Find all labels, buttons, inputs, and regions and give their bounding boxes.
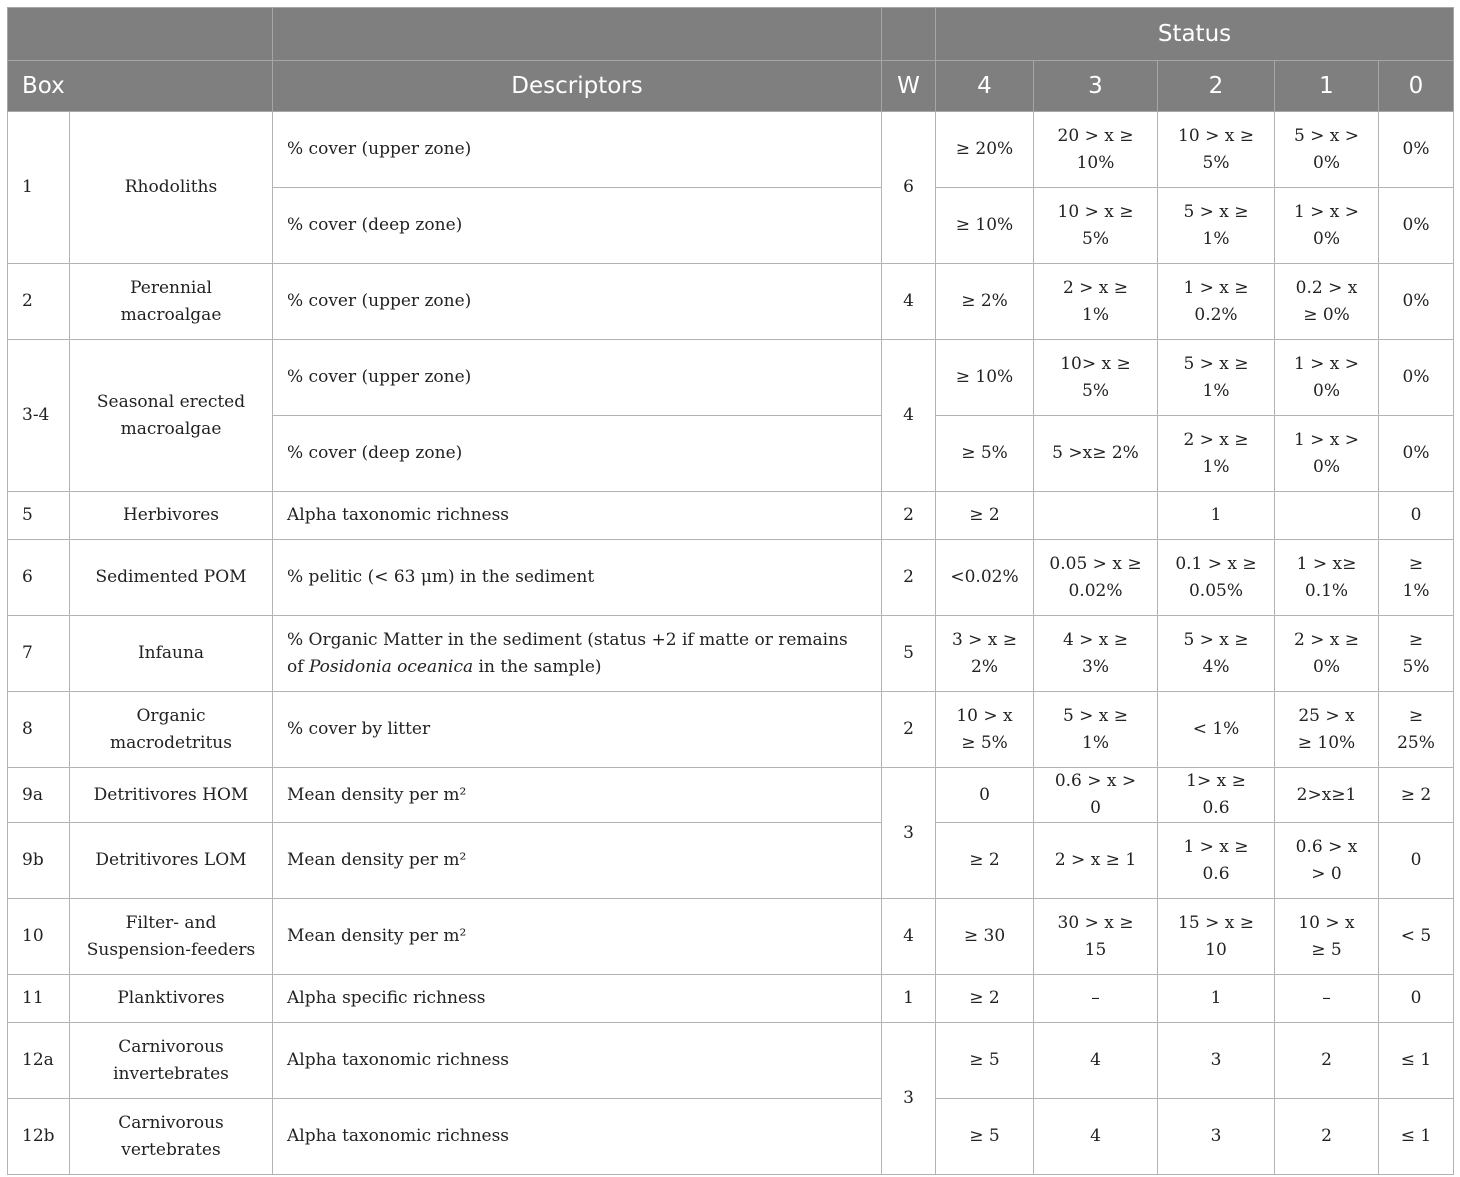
box-name: Carnivorous vertebrates xyxy=(70,1099,273,1175)
status-1-cell: 1 > x > 0% xyxy=(1275,340,1379,416)
weight: 4 xyxy=(882,899,936,975)
descriptor: % cover (upper zone) xyxy=(273,112,882,188)
status-4-cell: 10 > x ≥ 5% xyxy=(936,692,1034,768)
status-4-cell: ≥ 5% xyxy=(936,416,1034,492)
weight: 2 xyxy=(882,492,936,540)
status-table xyxy=(7,7,1454,1175)
status-2-cell: 3 xyxy=(1158,1099,1275,1175)
status-0-cell: ≥ 5% xyxy=(1379,616,1454,692)
status-3-cell: 4 xyxy=(1034,1023,1158,1099)
header-status-2: 2 xyxy=(1158,61,1275,112)
box-number: 10 xyxy=(8,899,70,975)
box-name: Organic macrodetritus xyxy=(70,692,273,768)
status-2-cell: 5 > x ≥ 1% xyxy=(1158,188,1275,264)
status-4-cell: 3 > x ≥ 2% xyxy=(936,616,1034,692)
descriptor: % pelitic (< 63 μm) in the sediment xyxy=(273,540,882,616)
header-box: Box xyxy=(8,61,273,112)
status-3-cell: 5 > x ≥ 1% xyxy=(1034,692,1158,768)
descriptor-species: Posidonia oceanica xyxy=(308,656,474,677)
weight: 4 xyxy=(882,340,936,492)
weight: 2 xyxy=(882,540,936,616)
status-0-cell: 0 xyxy=(1379,492,1454,540)
status-0-cell: 0% xyxy=(1379,340,1454,416)
status-3-cell: 10> x ≥ 5% xyxy=(1034,340,1158,416)
status-0-cell: ≤ 1 xyxy=(1379,1099,1454,1175)
status-2-cell: < 1% xyxy=(1158,692,1275,768)
box-number: 7 xyxy=(8,616,70,692)
descriptor: Alpha taxonomic richness xyxy=(273,492,882,540)
descriptor-main: % Organic Matter in the sediment (status +2 if matte or remains of xyxy=(287,629,848,677)
table-row xyxy=(8,1023,1454,1099)
status-4-cell: ≥ 2 xyxy=(936,823,1034,899)
status-2-cell: 5 > x ≥ 1% xyxy=(1158,340,1275,416)
header-row-columns xyxy=(8,61,1454,112)
status-0-cell: ≥ 25% xyxy=(1379,692,1454,768)
weight: 3 xyxy=(882,768,936,899)
box-name: Carnivorous invertebrates xyxy=(70,1023,273,1099)
box-name: Herbivores xyxy=(70,492,273,540)
status-2-cell: 0.1 > x ≥ 0.05% xyxy=(1158,540,1275,616)
status-0-cell: 0 xyxy=(1379,975,1454,1023)
table-row xyxy=(8,1099,1454,1175)
table-row xyxy=(8,692,1454,768)
status-4-cell: ≥ 5 xyxy=(936,1099,1034,1175)
status-4-cell: ≥ 5 xyxy=(936,1023,1034,1099)
descriptor-tail: in the sample) xyxy=(473,656,602,677)
header-status-0: 0 xyxy=(1379,61,1454,112)
descriptor: % cover (deep zone) xyxy=(273,416,882,492)
box-name: Detritivores LOM xyxy=(70,823,273,899)
status-0-cell: ≤ 1 xyxy=(1379,1023,1454,1099)
header-status-1: 1 xyxy=(1275,61,1379,112)
box-number: 12a xyxy=(8,1023,70,1099)
table-row xyxy=(8,264,1454,340)
status-3-cell: – xyxy=(1034,975,1158,1023)
box-number: 1 xyxy=(8,112,70,264)
status-0-cell: 0 xyxy=(1379,823,1454,899)
status-1-cell: 5 > x > 0% xyxy=(1275,112,1379,188)
table-row xyxy=(8,112,1454,188)
status-0-cell: 0% xyxy=(1379,188,1454,264)
status-2-cell: 1 xyxy=(1158,975,1275,1023)
table-row xyxy=(8,823,1454,899)
status-3-cell: 30 > x ≥ 15 xyxy=(1034,899,1158,975)
header-blank-box xyxy=(8,8,273,61)
table-row xyxy=(8,540,1454,616)
status-3-cell: 4 xyxy=(1034,1099,1158,1175)
box-name: Filter- and Suspension-feeders xyxy=(70,899,273,975)
table-row xyxy=(8,768,1454,823)
status-1-cell: – xyxy=(1275,975,1379,1023)
weight: 5 xyxy=(882,616,936,692)
status-1-cell xyxy=(1275,492,1379,540)
box-name: Planktivores xyxy=(70,975,273,1023)
status-1-cell: 25 > x ≥ 10% xyxy=(1275,692,1379,768)
status-4-cell: ≥ 10% xyxy=(936,340,1034,416)
status-2-cell: 1> x ≥ 0.6 xyxy=(1158,768,1275,823)
status-3-cell: 0.05 > x ≥ 0.02% xyxy=(1034,540,1158,616)
status-3-cell: 2 > x ≥ 1% xyxy=(1034,264,1158,340)
status-2-cell: 15 > x ≥ 10 xyxy=(1158,899,1275,975)
status-4-cell: ≥ 2% xyxy=(936,264,1034,340)
status-0-cell: 0% xyxy=(1379,264,1454,340)
status-0-cell: 0% xyxy=(1379,112,1454,188)
box-number: 9b xyxy=(8,823,70,899)
table-row xyxy=(8,492,1454,540)
header-status-4: 4 xyxy=(936,61,1034,112)
box-number: 9a xyxy=(8,768,70,823)
descriptor: % cover (deep zone) xyxy=(273,188,882,264)
weight: 2 xyxy=(882,692,936,768)
header-row-status xyxy=(8,8,1454,61)
status-2-cell: 5 > x ≥ 4% xyxy=(1158,616,1275,692)
status-4-cell: ≥ 20% xyxy=(936,112,1034,188)
table-row xyxy=(8,340,1454,416)
status-1-cell: 2>x≥1 xyxy=(1275,768,1379,823)
box-name: Infauna xyxy=(70,616,273,692)
status-4-cell: 0 xyxy=(936,768,1034,823)
weight: 4 xyxy=(882,264,936,340)
descriptor: Mean density per m² xyxy=(273,768,882,823)
descriptor: Mean density per m² xyxy=(273,899,882,975)
status-2-cell: 1 > x ≥ 0.2% xyxy=(1158,264,1275,340)
status-4-cell: ≥ 30 xyxy=(936,899,1034,975)
status-3-cell: 2 > x ≥ 1 xyxy=(1034,823,1158,899)
status-4-cell: <0.02% xyxy=(936,540,1034,616)
descriptor: Alpha specific richness xyxy=(273,975,882,1023)
status-0-cell: ≥ 2 xyxy=(1379,768,1454,823)
descriptor: % cover by litter xyxy=(273,692,882,768)
status-3-cell: 20 > x ≥ 10% xyxy=(1034,112,1158,188)
box-number: 8 xyxy=(8,692,70,768)
descriptor: Mean density per m² xyxy=(273,823,882,899)
status-1-cell: 2 xyxy=(1275,1023,1379,1099)
table-row xyxy=(8,616,1454,692)
status-1-cell: 0.6 > x > 0 xyxy=(1275,823,1379,899)
status-1-cell: 10 > x ≥ 5 xyxy=(1275,899,1379,975)
status-4-cell: ≥ 10% xyxy=(936,188,1034,264)
descriptor xyxy=(273,616,882,692)
status-3-cell xyxy=(1034,492,1158,540)
box-name: Sedimented POM xyxy=(70,540,273,616)
descriptor: Alpha taxonomic richness xyxy=(273,1099,882,1175)
header-w: W xyxy=(882,61,936,112)
status-1-cell: 2 > x ≥ 0% xyxy=(1275,616,1379,692)
status-1-cell: 0.2 > x ≥ 0% xyxy=(1275,264,1379,340)
status-3-cell: 0.6 > x > 0 xyxy=(1034,768,1158,823)
table-row xyxy=(8,899,1454,975)
header-blank-w xyxy=(882,8,936,61)
descriptor: Alpha taxonomic richness xyxy=(273,1023,882,1099)
status-3-cell: 5 >x≥ 2% xyxy=(1034,416,1158,492)
box-name: Seasonal erected macroalgae xyxy=(70,340,273,492)
status-2-cell: 2 > x ≥ 1% xyxy=(1158,416,1275,492)
box-name: Rhodoliths xyxy=(70,112,273,264)
status-3-cell: 10 > x ≥ 5% xyxy=(1034,188,1158,264)
status-2-cell: 10 > x ≥ 5% xyxy=(1158,112,1275,188)
box-number: 3-4 xyxy=(8,340,70,492)
table-row xyxy=(8,975,1454,1023)
status-4-cell: ≥ 2 xyxy=(936,975,1034,1023)
header-blank-descriptors xyxy=(273,8,882,61)
box-number: 11 xyxy=(8,975,70,1023)
header-status: Status xyxy=(936,8,1454,61)
status-2-cell: 3 xyxy=(1158,1023,1275,1099)
status-1-cell: 1 > x > 0% xyxy=(1275,188,1379,264)
status-3-cell: 4 > x ≥ 3% xyxy=(1034,616,1158,692)
status-1-cell: 1 > x > 0% xyxy=(1275,416,1379,492)
box-name: Detritivores HOM xyxy=(70,768,273,823)
box-number: 12b xyxy=(8,1099,70,1175)
box-number: 5 xyxy=(8,492,70,540)
status-1-cell: 2 xyxy=(1275,1099,1379,1175)
descriptor: % cover (upper zone) xyxy=(273,340,882,416)
box-number: 6 xyxy=(8,540,70,616)
status-2-cell: 1 > x ≥ 0.6 xyxy=(1158,823,1275,899)
status-0-cell: ≥ 1% xyxy=(1379,540,1454,616)
status-table-container xyxy=(7,7,1454,1175)
status-0-cell: < 5 xyxy=(1379,899,1454,975)
box-name: Perennial macroalgae xyxy=(70,264,273,340)
weight: 1 xyxy=(882,975,936,1023)
weight: 3 xyxy=(882,1023,936,1175)
box-number: 2 xyxy=(8,264,70,340)
status-1-cell: 1 > x≥ 0.1% xyxy=(1275,540,1379,616)
header-status-3: 3 xyxy=(1034,61,1158,112)
weight: 6 xyxy=(882,112,936,264)
descriptor: % cover (upper zone) xyxy=(273,264,882,340)
status-0-cell: 0% xyxy=(1379,416,1454,492)
status-4-cell: ≥ 2 xyxy=(936,492,1034,540)
header-descriptors: Descriptors xyxy=(273,61,882,112)
status-2-cell: 1 xyxy=(1158,492,1275,540)
